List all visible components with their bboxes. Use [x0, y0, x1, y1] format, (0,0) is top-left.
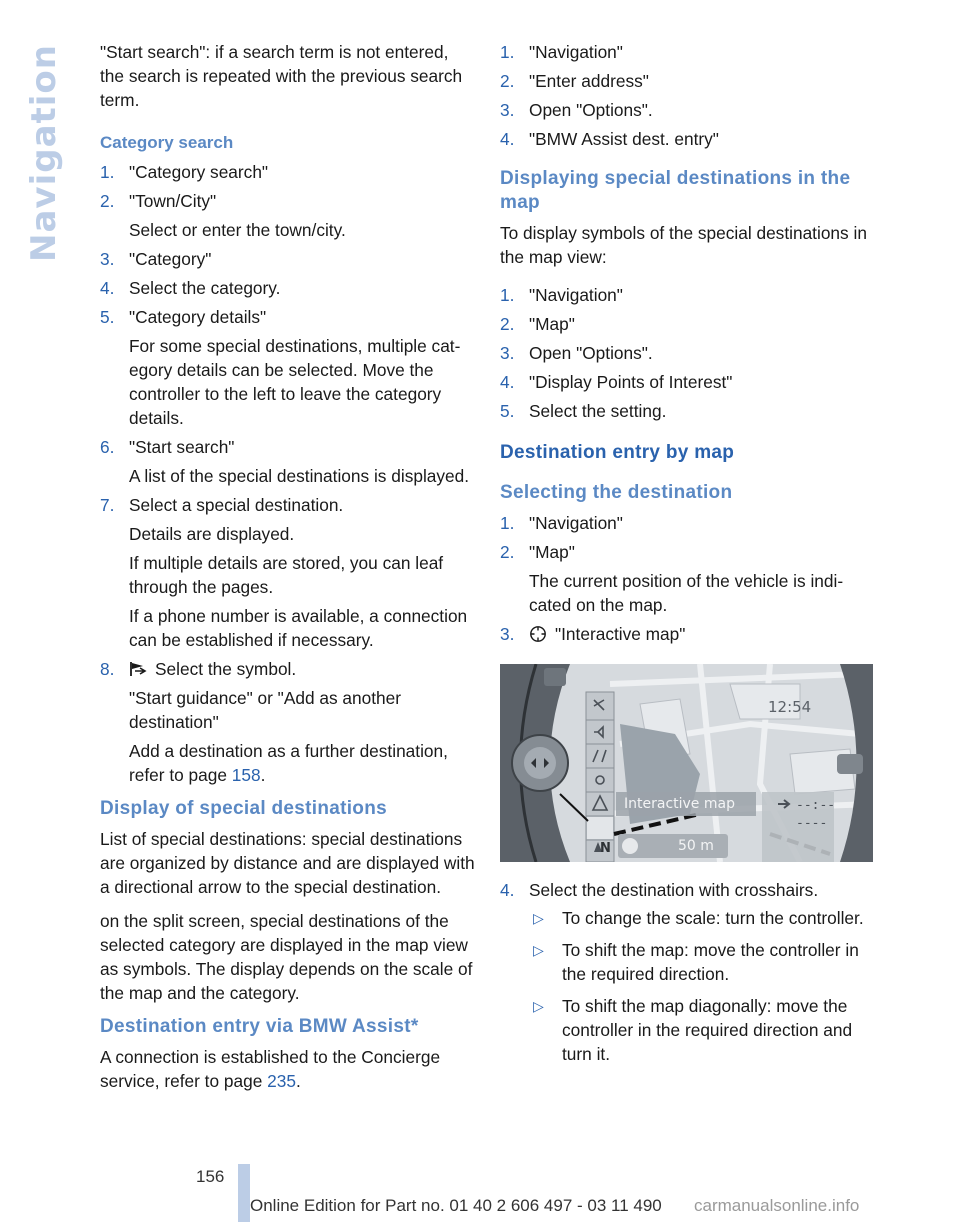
map-clock: 12:54 — [768, 698, 812, 716]
start-search-note: "Start search": if a search term is not entered, the search is repeated with the previous search term. — [100, 42, 463, 110]
list-item — [500, 40, 875, 64]
step-detail: Select or enter the town/city. — [129, 220, 346, 240]
step-label: Select the setting. — [529, 401, 667, 421]
tip-text: To shift the map: move the controller in the required direction. — [562, 940, 859, 984]
step-detail — [129, 739, 475, 787]
list-item — [500, 69, 875, 93]
footer-accent-bar — [238, 1164, 250, 1222]
list-item — [500, 622, 875, 646]
step-number: 3. — [100, 249, 115, 269]
step-label: "Map" — [529, 542, 575, 562]
destination-flag-icon — [129, 660, 147, 678]
step-detail: If multiple details are stored, you can leaf through the pages. — [129, 553, 444, 597]
step-number: 5. — [100, 307, 115, 327]
step-number: 6. — [100, 437, 115, 457]
step-label: Select the destination with crosshairs. — [529, 880, 819, 900]
step-label: "Enter address" — [529, 71, 649, 91]
step-number: 3. — [500, 343, 515, 363]
step-label: "Start search" — [129, 437, 235, 457]
bmw-assist-steps — [500, 40, 875, 151]
step-number: 4. — [500, 129, 515, 149]
display-special-destinations-heading: Display of special destinations — [100, 798, 387, 819]
map-display-intro: To display symbols of the special destinations in the map view: — [500, 223, 867, 267]
step-number: 2. — [500, 314, 515, 334]
step-label: "Navigation" — [529, 285, 623, 305]
step-detail: A list of the special destinations is displayed. — [129, 466, 470, 486]
list-item — [500, 878, 875, 1066]
list-item — [500, 283, 875, 307]
step-label: Select a special destination. — [129, 495, 344, 515]
list-item — [100, 247, 475, 271]
left-column — [100, 40, 475, 1103]
step-number: 1. — [500, 285, 515, 305]
step-text — [529, 624, 685, 644]
step-number: 7. — [100, 495, 115, 515]
list-item — [529, 938, 875, 986]
page-link-235[interactable]: 235 — [267, 1071, 296, 1091]
list-item — [100, 160, 475, 184]
time-readout: ---- — [796, 816, 828, 831]
assist-text: A connection is established to the Concierge service, refer to page — [100, 1047, 441, 1091]
punctuation: . — [260, 765, 266, 785]
step-detail: If a phone number is available, a connection can be established if necessary. — [129, 606, 468, 650]
step-text — [129, 659, 296, 679]
step-label: "Interactive map" — [555, 624, 686, 644]
step-label: "Category search" — [129, 162, 269, 182]
step-detail: Details are displayed. — [129, 524, 295, 544]
map-display-heading: Displaying special destinations in the map — [500, 168, 851, 213]
list-item — [500, 370, 875, 394]
step-label: Select the category. — [129, 278, 281, 298]
interactive-map-screenshot — [500, 664, 873, 862]
map-tips — [529, 906, 875, 1066]
step-number: 8. — [100, 659, 115, 679]
step-label: "Town/City" — [129, 191, 217, 211]
step-label: Open "Options". — [529, 100, 653, 120]
step-detail: "Start guidance" or "Add as another destination" — [129, 688, 402, 732]
step-number: 2. — [500, 542, 515, 562]
step-number: 2. — [500, 71, 515, 91]
destination-by-map-heading: Destination entry by map — [500, 442, 735, 463]
step-label: "Display Points of Interest" — [529, 372, 733, 392]
bmw-assist-paragraph — [100, 1045, 475, 1093]
distance-readout: --:-- — [796, 798, 836, 813]
step-label: Open "Options". — [529, 343, 653, 363]
category-search-steps — [100, 160, 475, 787]
step-detail: The current position of the vehicle is indi-cated on the map. — [529, 571, 844, 615]
map-display-steps — [500, 283, 875, 423]
step-label: "Map" — [529, 314, 575, 334]
step-number: 4. — [100, 278, 115, 298]
step-label: "BMW Assist dest. entry" — [529, 129, 719, 149]
selecting-steps — [500, 511, 875, 646]
page-link-158[interactable]: 158 — [231, 765, 261, 785]
list-item — [500, 341, 875, 365]
selecting-destination-heading: Selecting the destination — [500, 482, 733, 503]
step-label: "Category" — [129, 249, 212, 269]
list-item — [529, 994, 875, 1066]
step-label: "Category details" — [129, 307, 267, 327]
list-item — [100, 305, 475, 430]
list-item — [100, 276, 475, 300]
list-item — [500, 511, 875, 535]
right-column — [500, 40, 875, 1076]
list-item — [500, 540, 875, 617]
step-number: 5. — [500, 401, 515, 421]
step-number: 3. — [500, 624, 515, 644]
map-illustration — [500, 664, 873, 862]
step-number: 1. — [500, 42, 515, 62]
triangle-bullet-icon: ▷ — [533, 910, 544, 926]
step-number: 1. — [100, 162, 115, 182]
step-number: 3. — [500, 100, 515, 120]
list-item — [500, 399, 875, 423]
step-label: Select the symbol. — [155, 659, 297, 679]
watermark: carmanualsonline.info — [694, 1196, 860, 1215]
crosshair-icon — [529, 625, 547, 643]
list-item — [529, 906, 875, 930]
display-paragraph-1: List of special destinations: special destinations are organized by distance and are displayed with a directional arrow to the special destination. — [100, 829, 475, 897]
triangle-bullet-icon: ▷ — [533, 942, 544, 958]
north-indicator: N — [600, 841, 611, 856]
list-item — [100, 657, 475, 787]
list-item — [100, 189, 475, 242]
step-number: 4. — [500, 372, 515, 392]
chapter-tab: Navigation — [24, 44, 64, 262]
edition-line: Online Edition for Part no. 01 40 2 606 497 - 03 11 490 — [250, 1196, 662, 1215]
step-number: 1. — [500, 513, 515, 533]
page-number: 156 — [196, 1167, 225, 1186]
display-paragraph-2: on the split screen, special destinations of the selected category are displayed in the map view as symbols. The display depends on the scale of the map and the category. — [100, 911, 473, 1003]
step-label: "Navigation" — [529, 513, 623, 533]
tip-text: To shift the map diagonally: move the controller in the required direction and turn it. — [562, 996, 853, 1064]
step-number: 4. — [500, 880, 515, 900]
step-detail-text: Add a destination as a further destination, refer to page — [129, 741, 448, 785]
tip-text: To change the scale: turn the controller. — [562, 908, 864, 928]
step-number: 2. — [100, 191, 115, 211]
step-detail: For some special destinations, multiple cat-egory details can be selected. Move the controller to the left to leave the category details. — [129, 336, 461, 428]
crosshair-steps — [500, 878, 875, 1066]
bmw-assist-heading: Destination entry via BMW Assist* — [100, 1016, 419, 1037]
list-item — [100, 435, 475, 488]
interactive-map-label: Interactive map — [624, 796, 735, 812]
map-scale: 50 m — [678, 838, 714, 854]
punctuation: . — [295, 1071, 301, 1091]
list-item — [500, 312, 875, 336]
step-label: "Navigation" — [529, 42, 623, 62]
list-item — [500, 98, 875, 122]
list-item — [100, 493, 475, 652]
category-search-heading: Category search — [100, 133, 234, 152]
triangle-bullet-icon: ▷ — [533, 998, 544, 1014]
list-item — [500, 127, 875, 151]
